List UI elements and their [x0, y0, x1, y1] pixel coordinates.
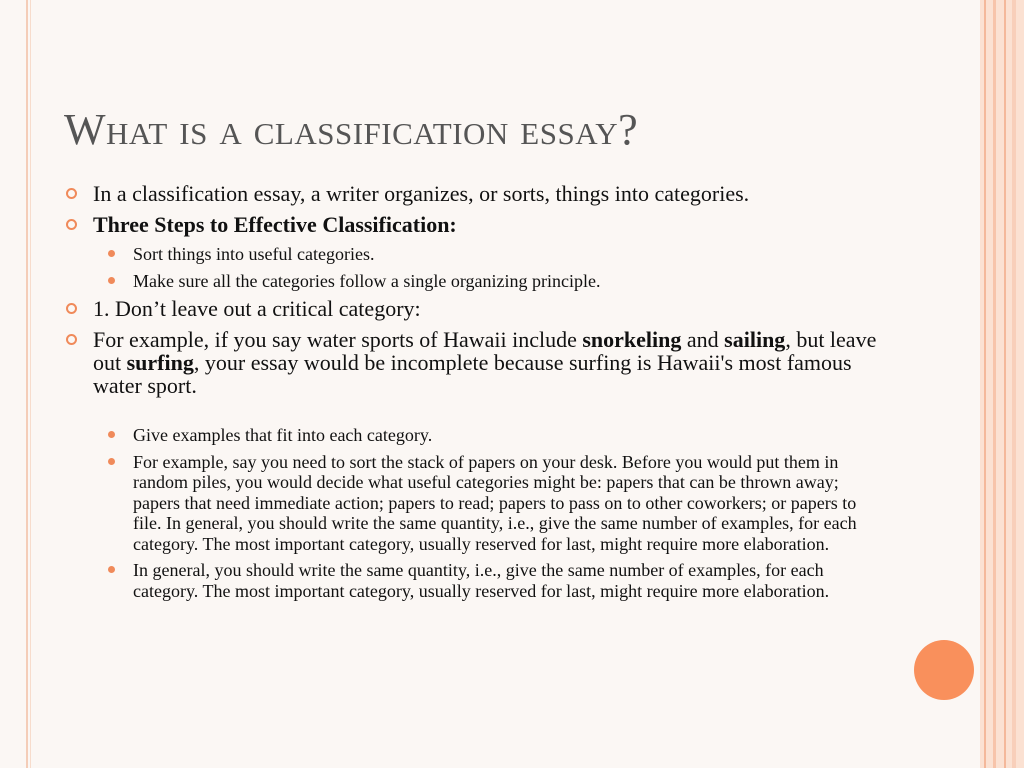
slide-title: What is a classification essay?: [64, 105, 639, 154]
frame-line-right-d: [1012, 0, 1016, 768]
frame-line-right-a: [984, 0, 986, 768]
frame-line-left: [26, 0, 28, 768]
ring-bullet-icon: [66, 219, 77, 230]
sub-bullet-item: [64, 560, 884, 601]
accent-circle: [914, 640, 974, 700]
sub-bullet-item: [64, 452, 884, 555]
dot-bullet-icon: [108, 458, 115, 465]
sub-bullet-text: Make sure all the categories follow a single organizing principle.: [133, 270, 601, 291]
bullet-text: 1. Don’t leave out a critical category:: [93, 296, 421, 321]
frame-line-right-b: [993, 0, 996, 768]
frame-line-left-inner: [30, 0, 31, 768]
dot-bullet-icon: [108, 566, 115, 573]
bullet-text: Three Steps to Effective Classification:: [93, 212, 457, 237]
bullet-text-part: For example, if you say water sports of Hawaii include: [93, 327, 583, 352]
spacer: [64, 405, 884, 425]
bullet-text-part: and: [681, 327, 725, 352]
bullet-text-part: , your essay would be incomplete because surfing is Hawaii's most famous water sport.: [93, 350, 852, 398]
ring-bullet-icon: [66, 334, 77, 345]
frame-band-right: [980, 0, 1024, 768]
dot-bullet-icon: [108, 250, 115, 257]
bullet-text-bold: sailing: [724, 327, 786, 352]
sub-bullet-text: Give examples that fit into each category.: [133, 425, 433, 445]
dot-bullet-icon: [108, 277, 115, 284]
bullet-text-bold: surfing: [126, 350, 194, 375]
dot-bullet-icon: [108, 431, 115, 438]
ring-bullet-icon: [66, 303, 77, 314]
bullet-text-part: , but leave out: [93, 327, 877, 375]
bullet-text-bold: snorkeling: [582, 327, 682, 352]
sub-bullet-item: [64, 425, 884, 446]
sub-bullet-item: [64, 271, 884, 292]
bullet-text: In a classification essay, a writer organizes, or sorts, things into categories.: [93, 181, 750, 206]
bullet-item: [64, 213, 884, 236]
slide-body: [64, 182, 884, 607]
sub-bullet-text: Sort things into useful categories.: [133, 244, 375, 264]
sub-bullet-text: For example, say you need to sort the stack of papers on your desk. Before you would put them in random piles, you would decide what useful categories might be: papers that can be thrown away; papers that need immediate action; papers to read; papers to pass on to other coworkers; or papers to file. In general, you should write the same quantity, i.e., give the same number of examples, for each category. The most important category, usually reserved for last, might require more elaboration.: [133, 451, 857, 554]
sub-bullet-text: In general, you should write the same quantity, i.e., give the same number of examples, for each category. The most important category, usually reserved for last, might require more elaboration.: [133, 560, 830, 601]
bullet-item: [64, 328, 884, 397]
bullet-item: [64, 182, 884, 205]
sub-bullet-item: [64, 244, 884, 265]
bullet-item: [64, 297, 884, 320]
ring-bullet-icon: [66, 188, 77, 199]
frame-line-right-c: [1004, 0, 1006, 768]
